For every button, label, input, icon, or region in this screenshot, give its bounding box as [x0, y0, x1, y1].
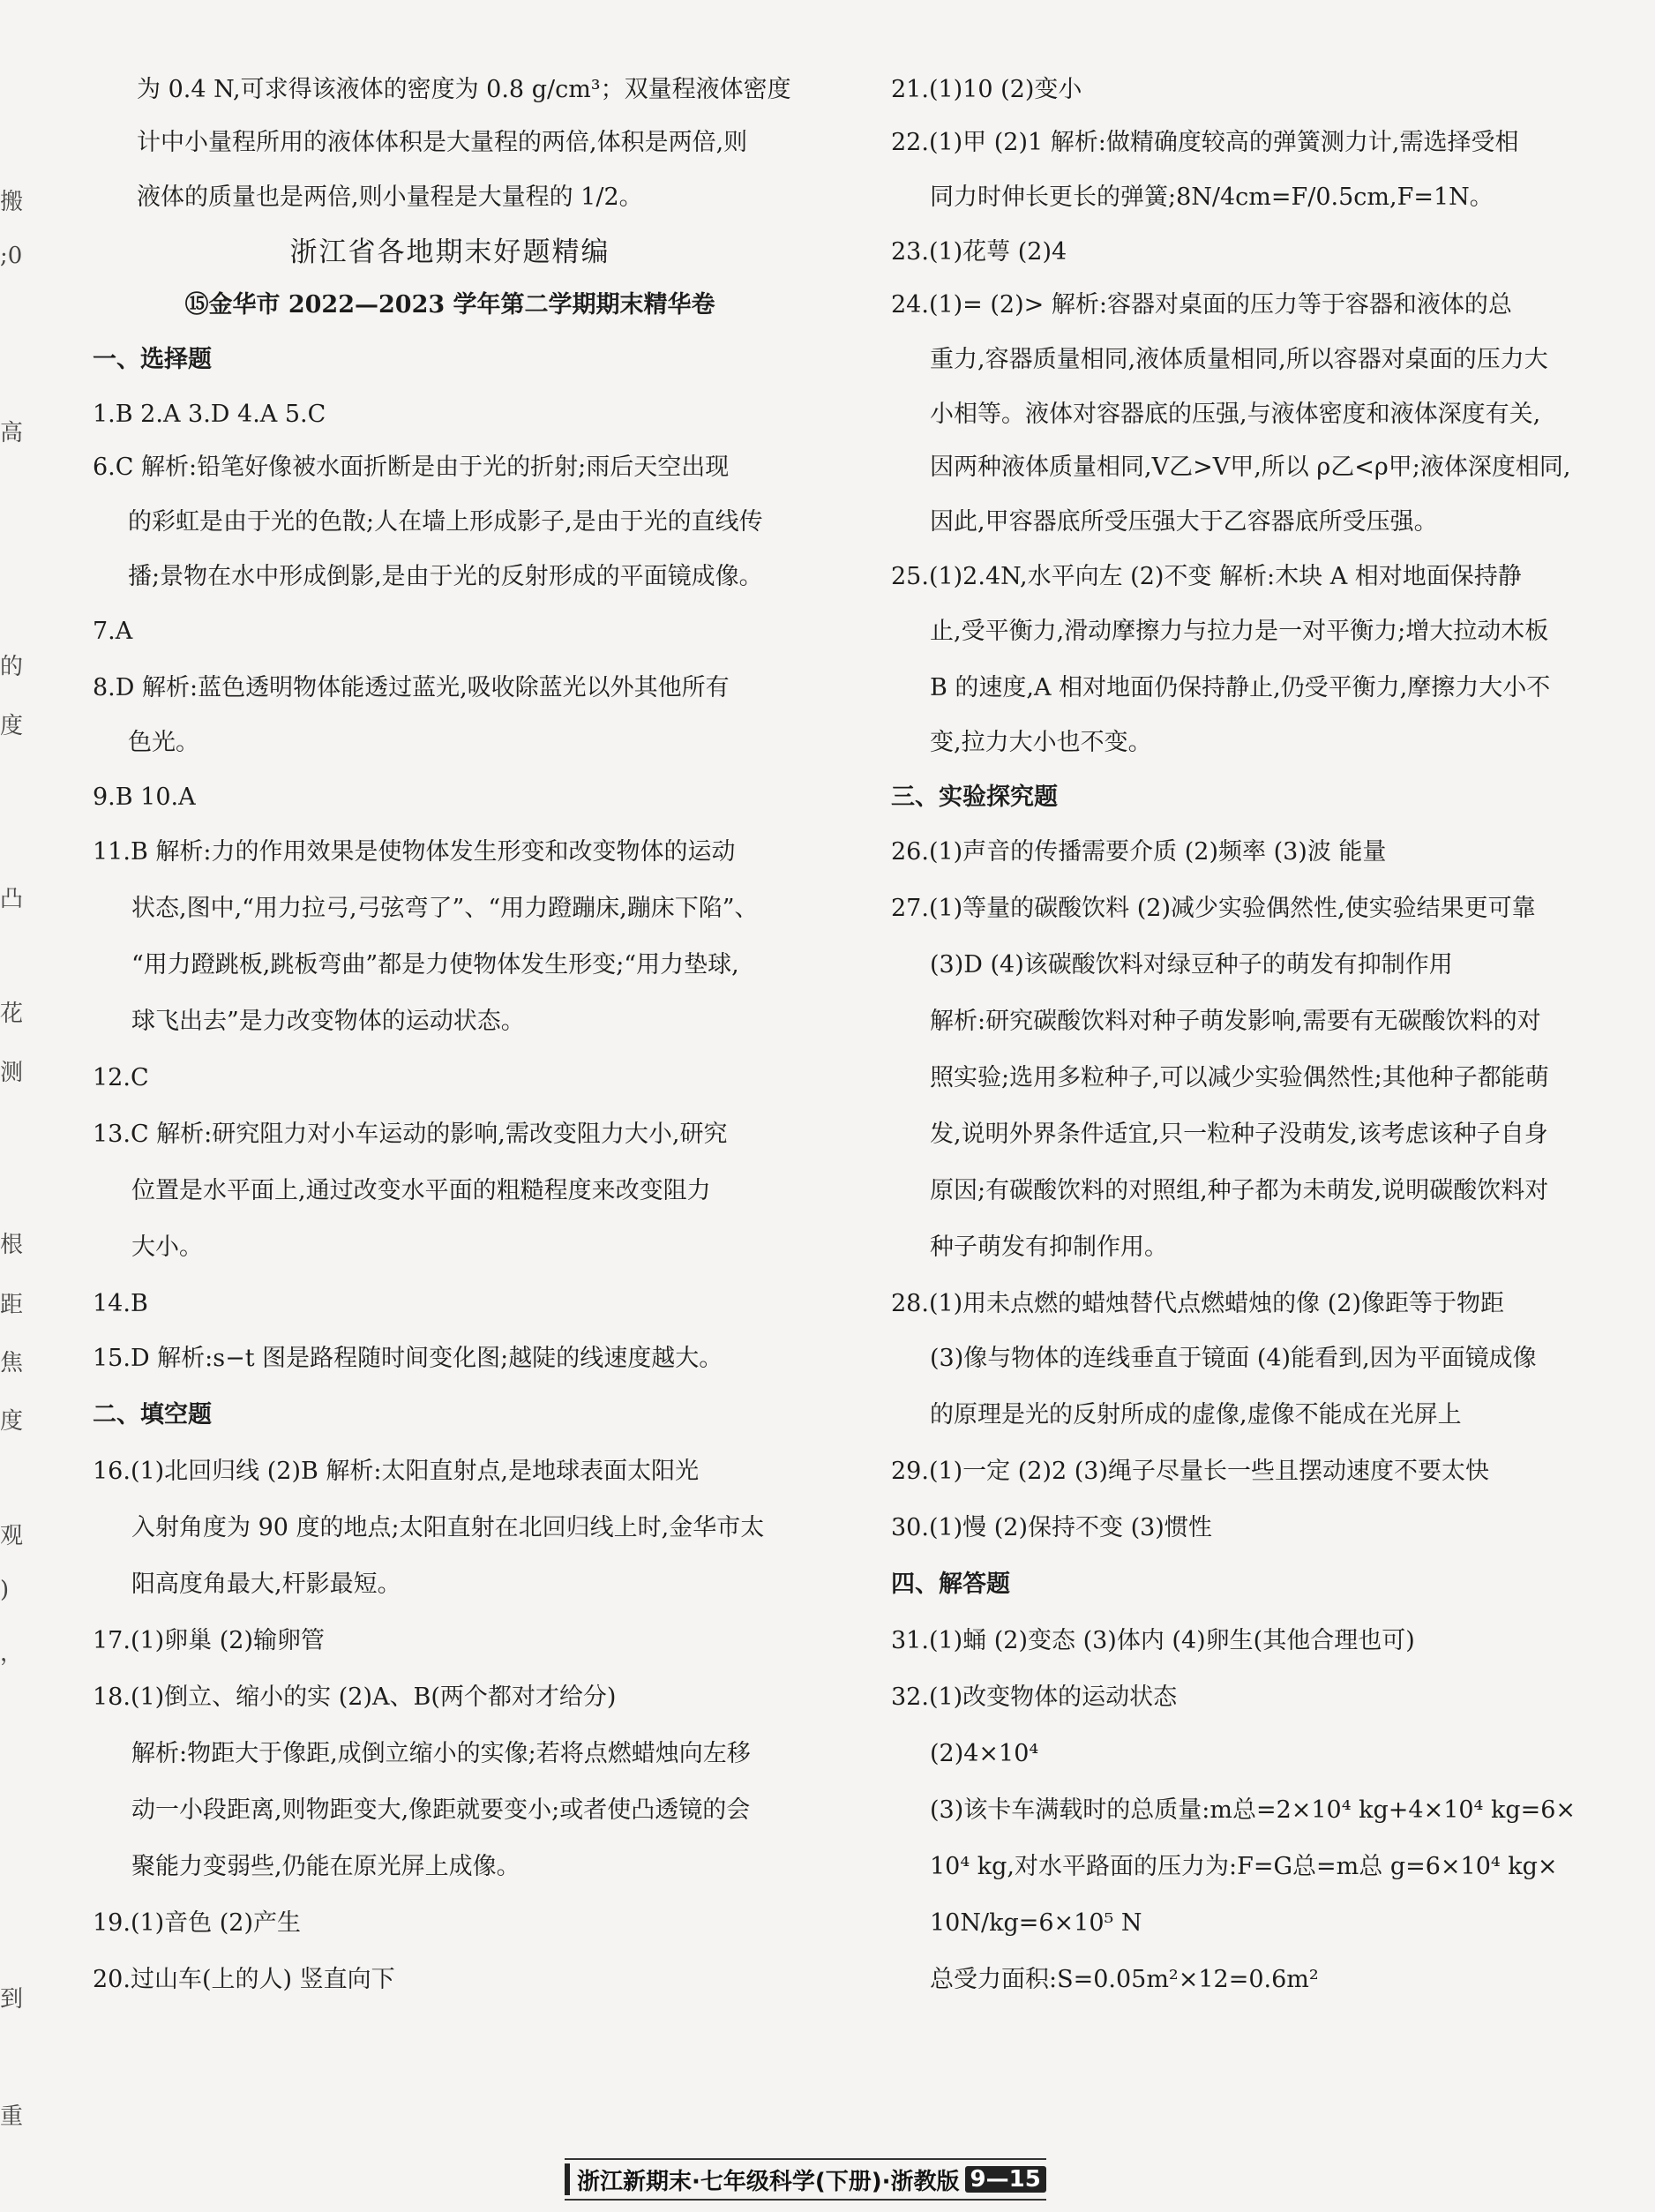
footer-book-title: 浙江新期末·七年级科学(下册)·浙教版 [577, 2168, 960, 2195]
edge-char: ;0 [0, 243, 23, 269]
edge-char: 搬 [0, 189, 24, 215]
edge-char: 重 [0, 2103, 24, 2130]
section-heading: 一、选择题 [93, 346, 212, 373]
text-line: 计中小量程所用的液体体积是大量程的两倍,体积是两倍,则 [137, 129, 748, 156]
text-line: 23.(1)花萼 (2)4 [891, 238, 1067, 266]
left-edge-cropped-text [0, 0, 26, 2212]
page-number: 9—15 [965, 2166, 1046, 2193]
edge-char: 根 [0, 1232, 24, 1258]
text-line: 29.(1)一定 (2)2 (3)绳子尽量长一些且摆动速度不要太快 [891, 1458, 1490, 1485]
text-line: “用力蹬跳板,跳板弯曲”都是力使物体发生形变;“用力垫球, [131, 951, 739, 979]
text-line: 1.B 2.A 3.D 4.A 5.C [93, 401, 326, 428]
text-line: 9.B 10.A [93, 784, 196, 811]
text-line: 18.(1)倒立、缩小的实 (2)A、B(两个都对才给分) [93, 1683, 617, 1711]
text-line: 变,拉力大小也不变。 [930, 729, 1152, 756]
text-line: 阳高度角最大,杆影最短。 [131, 1571, 401, 1598]
edge-char: ， [0, 1640, 24, 1667]
text-line: 28.(1)用未点燃的蜡烛替代点燃蜡烛的像 (2)像距等于物距 [891, 1290, 1505, 1317]
section-heading: 四、解答题 [891, 1571, 1010, 1598]
edge-char: 度 [0, 1408, 24, 1435]
text-line: 色光。 [128, 729, 199, 756]
text-line: 12.C [93, 1064, 149, 1091]
text-line: 解析:物距大于像距,成倒立缩小的实像;若将点燃蜡烛向左移 [131, 1740, 751, 1767]
text-line: 播;景物在水中形成倒影,是由于光的反射形成的平面镜成像。 [128, 563, 763, 590]
text-line: 的原理是光的反射所成的虚像,虚像不能成在光屏上 [930, 1401, 1462, 1428]
text-line: 因两种液体质量相同,V乙>V甲,所以 ρ乙<ρ甲;液体深度相同, [930, 454, 1571, 481]
text-line: 液体的质量也是两倍,则小量程是大量程的 1/2。 [137, 184, 643, 211]
edge-char: 凸 [0, 886, 24, 912]
section-heading: 二、填空题 [93, 1401, 212, 1428]
edge-char: 焦 [0, 1350, 24, 1376]
text-line: 25.(1)2.4N,水平向左 (2)不变 解析:木块 A 相对地面保持静 [891, 563, 1522, 590]
text-line: 同力时伸长更长的弹簧;8N/4cm=F/0.5cm,F=1N。 [930, 184, 1494, 211]
text-line: 24.(1)= (2)> 解析:容器对桌面的压力等于容器和液体的总 [891, 291, 1512, 319]
text-line: 球飞出去”是力改变物体的运动状态。 [131, 1008, 525, 1035]
text-line: 30.(1)慢 (2)保持不变 (3)惯性 [891, 1514, 1212, 1541]
text-line: (3)D (4)该碳酸饮料对绿豆种子的萌发有抑制作用 [930, 951, 1453, 979]
text-line: 10⁴ kg,对水平路面的压力为:F=G总=m总 g=6×10⁴ kg× [930, 1853, 1558, 1880]
edge-char: 花 [0, 1001, 24, 1027]
text-line: 解析:研究碳酸饮料对种子萌发影响,需要有无碳酸饮料的对 [930, 1008, 1541, 1035]
text-line: 6.C 解析:铅笔好像被水面折断是由于光的折射;雨后天空出现 [93, 454, 730, 481]
page-footer [565, 2158, 1046, 2201]
edge-char: 观 [0, 1523, 24, 1549]
text-line: 11.B 解析:力的作用效果是使物体发生形变和改变物体的运动 [93, 838, 736, 866]
edge-char: 高 [0, 420, 24, 446]
text-line: 13.C 解析:研究阻力对小车运动的影响,需改变阻力大小,研究 [93, 1121, 728, 1148]
text-line: 15.D 解析:s−t 图是路程随时间变化图;越陡的线速度越大。 [93, 1345, 723, 1372]
edge-char: 测 [0, 1060, 24, 1086]
edge-char: 到 [0, 1986, 24, 2013]
text-line: 照实验;选用多粒种子,可以减少实验偶然性;其他种子都能萌 [930, 1064, 1549, 1091]
text-line: 止,受平衡力,滑动摩擦力与拉力是一对平衡力;增大拉动木板 [930, 618, 1549, 645]
text-line: (3)像与物体的连线垂直于镜面 (4)能看到,因为平面镜成像 [930, 1345, 1537, 1372]
text-line: 因此,甲容器底所受压强大于乙容器底所受压强。 [930, 508, 1438, 536]
text-line: 重力,容器质量相同,液体质量相同,所以容器对桌面的压力大 [930, 346, 1548, 373]
text-line: 27.(1)等量的碳酸饮料 (2)减少实验偶然性,使实验结果更可靠 [891, 895, 1536, 922]
footer-bar-icon [565, 2163, 570, 2195]
text-line: 的彩虹是由于光的色散;人在墙上形成影子,是由于光的直线传 [128, 508, 763, 536]
text-line: 20.过山车(上的人) 竖直向下 [93, 1966, 395, 1993]
text-line: 小相等。液体对容器底的压强,与液体密度和液体深度有关, [930, 401, 1541, 428]
edge-char: 距 [0, 1292, 24, 1318]
text-line: 26.(1)声音的传播需要介质 (2)频率 (3)波 能量 [891, 838, 1387, 866]
text-line: 状态,图中,“用力拉弓,弓弦弯了”、“用力蹬蹦床,蹦床下陷”、 [131, 895, 759, 922]
text-line: 总受力面积:S=0.05m²×12=0.6m² [930, 1966, 1319, 1993]
text-line: 入射角度为 90 度的地点;太阳直射在北回归线上时,金华市太 [131, 1514, 765, 1541]
text-line: 14.B [93, 1290, 148, 1317]
text-line: 21.(1)10 (2)变小 [891, 76, 1082, 103]
text-line: 7.A [93, 618, 133, 645]
text-line: 17.(1)卵巢 (2)输卵管 [93, 1627, 326, 1654]
text-line: 32.(1)改变物体的运动状态 [891, 1683, 1178, 1711]
text-line: 19.(1)音色 (2)产生 [93, 1909, 302, 1937]
text-line: 为 0.4 N,可求得该液体的密度为 0.8 g/cm³；双量程液体密度 [137, 76, 791, 103]
edge-char: 度 [0, 713, 24, 739]
text-line: 大小。 [131, 1233, 203, 1261]
text-line: B 的速度,A 相对地面仍保持静止,仍受平衡力,摩擦力大小不 [930, 674, 1551, 701]
text-line: (3)该卡车满载时的总质量:m总=2×10⁴ kg+4×10⁴ kg=6× [930, 1796, 1576, 1824]
text-line: 16.(1)北回归线 (2)B 解析:太阳直射点,是地球表面太阳光 [93, 1458, 700, 1485]
text-line: 10N/kg=6×10⁵ N [930, 1909, 1142, 1937]
text-line: 聚能力变弱些,仍能在原光屏上成像。 [131, 1853, 520, 1880]
text-line: 31.(1)蛹 (2)变态 (3)体内 (4)卵生(其他合理也可) [891, 1627, 1415, 1654]
text-line: 种子萌发有抑制作用。 [930, 1233, 1168, 1261]
text-line: 位置是水平面上,通过改变水平面的粗糙程度来改变阻力 [131, 1177, 711, 1204]
section-heading: 三、实验探究题 [891, 784, 1058, 811]
text-line: 原因;有碳酸饮料的对照组,种子都为未萌发,说明碳酸饮料对 [930, 1177, 1549, 1204]
text-line: 8.D 解析:蓝色透明物体能透过蓝光,吸收除蓝光以外其他所有 [93, 674, 730, 701]
edge-char: 的 [0, 654, 24, 680]
text-line: 22.(1)甲 (2)1 解析:做精确度较高的弹簧测力计,需选择受相 [891, 129, 1519, 156]
text-line: 动一小段距离,则物距变大,像距就要变小;或者使凸透镜的会 [131, 1796, 751, 1824]
text-line: (2)4×10⁴ [930, 1740, 1039, 1767]
document-title: ⑮金华市 2022—2023 学年第二学期期末精华卷 [184, 291, 715, 319]
document-title: 浙江省各地期末好题精编 [289, 236, 610, 268]
text-line: 发,说明外界条件适宜,只一粒种子没萌发,该考虑该种子自身 [930, 1121, 1548, 1148]
edge-char: ) [0, 1577, 10, 1603]
